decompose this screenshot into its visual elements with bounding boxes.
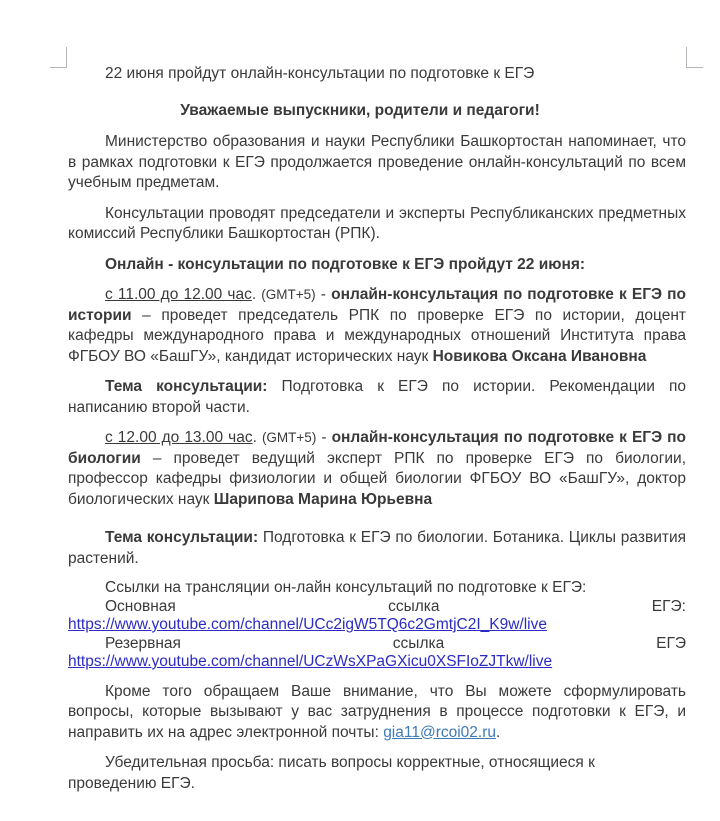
reserve-link-row xyxy=(68,653,686,672)
biology-topic-paragraph xyxy=(68,528,686,569)
broadcast-links-block xyxy=(68,579,686,672)
biology-bold-title: онлайн-консультация по подготовке к ЕГЭ по биологии xyxy=(68,429,686,467)
main-youtube-link[interactable]: https://www.youtube.com/channel/UCc2igW5TQ6c2GmtjC2I_K9w/live xyxy=(68,616,547,633)
committees-paragraph: Консультации проводят председатели и эксперты Республиканских предметных комиссий Республики Башкортостан (РПК). xyxy=(68,204,686,242)
history-topic-paragraph xyxy=(68,377,686,418)
history-details: – проведет председатель РПК по проверке ЕГЭ по истории, доцент кафедры международного права и международных отношений Института права ФГБОУ ВО «БашГУ», кандидат исторических наук xyxy=(68,306,686,365)
questions-text: Кроме того обращаем Ваше внимание, что Вы можете сформулировать вопросы, которые вызывают у вас затруднения в процессе подготовки к ЕГЭ, и направить их на адрес электронной почты: xyxy=(68,682,686,741)
history-bold-title: онлайн-консультация по подготовке к ЕГЭ по истории xyxy=(68,286,686,324)
biology-topic-label: Тема консультации: xyxy=(105,529,259,546)
reserve-link-label-row xyxy=(68,635,686,654)
biology-consultation-paragraph xyxy=(68,428,686,510)
history-topic-label: Тема консультации: xyxy=(105,378,268,395)
history-separator: - xyxy=(315,286,332,303)
history-timezone: (GMT+5) xyxy=(261,287,316,302)
reserve-link-word-1: Резервная xyxy=(105,634,181,652)
biology-time: с 12.00 до 13.00 час xyxy=(105,429,253,446)
intro-paragraph: Министерство образования и науки Республики Башкортостан напоминает, что в рамках подготовки к ЕГЭ продолжается проведение онлайн-консультаций по всем учебным предметам. xyxy=(68,133,686,191)
links-heading: Ссылки на трансляции он-лайн консультаций по подготовке к ЕГЭ: xyxy=(105,579,587,596)
schedule-heading: Онлайн - консультации по подготовке к ЕГЭ пройдут 22 июня: xyxy=(105,255,586,273)
history-after-time: . xyxy=(251,286,262,303)
questions-text-end: . xyxy=(496,723,501,741)
main-link-label-row xyxy=(68,598,686,617)
history-topic-text: Подготовка к ЕГЭ по истории. Рекомендации по написанию второй части. xyxy=(68,378,686,416)
biology-details: – проведет ведущий эксперт РПК по проверке ЕГЭ по биологии, профессор кафедры физиологии и общей биологии ФГБОУ ВО «БашГУ», доктор биологических наук xyxy=(68,449,686,508)
biology-separator: - xyxy=(316,429,332,446)
reserve-link-word-2: ссылка xyxy=(392,634,445,652)
reserve-link-word-3: ЕГЭ xyxy=(656,634,686,652)
questions-paragraph xyxy=(68,682,686,744)
email-link[interactable]: gia11@rcoi02.ru xyxy=(383,723,497,741)
history-consultation-paragraph xyxy=(68,285,686,367)
document-content xyxy=(0,64,720,804)
document-title-line: 22 июня пройдут онлайн-консультации по подготовке к ЕГЭ xyxy=(105,65,535,82)
main-link-word-1: Основная xyxy=(105,597,176,615)
greeting-heading: Уважаемые выпускники, родители и педагоги! xyxy=(180,101,540,119)
main-link-row xyxy=(68,616,686,635)
biology-timezone: (GMT+5) xyxy=(261,430,317,445)
main-link-word-2: ссылка xyxy=(388,597,440,615)
reserve-youtube-link[interactable]: https://www.youtube.com/channel/UCzWsXPaGXicu0XSFIoZJTkw/live xyxy=(68,653,553,670)
history-time: с 11.00 до 12.00 час xyxy=(105,286,252,303)
main-link-word-3: ЕГЭ: xyxy=(651,597,686,615)
biology-after-time: . xyxy=(252,429,262,446)
biology-topic-text: Подготовка к ЕГЭ по биологии. Ботаника. Циклы развития растений. xyxy=(68,529,686,567)
biology-lecturer-name: Шарипова Марина Юрьевна xyxy=(213,490,433,508)
request-paragraph: Убедительная просьба: писать вопросы корректные, относящиеся к проведению ЕГЭ. xyxy=(68,754,595,792)
history-lecturer-name: Новикова Оксана Ивановна xyxy=(432,347,647,365)
